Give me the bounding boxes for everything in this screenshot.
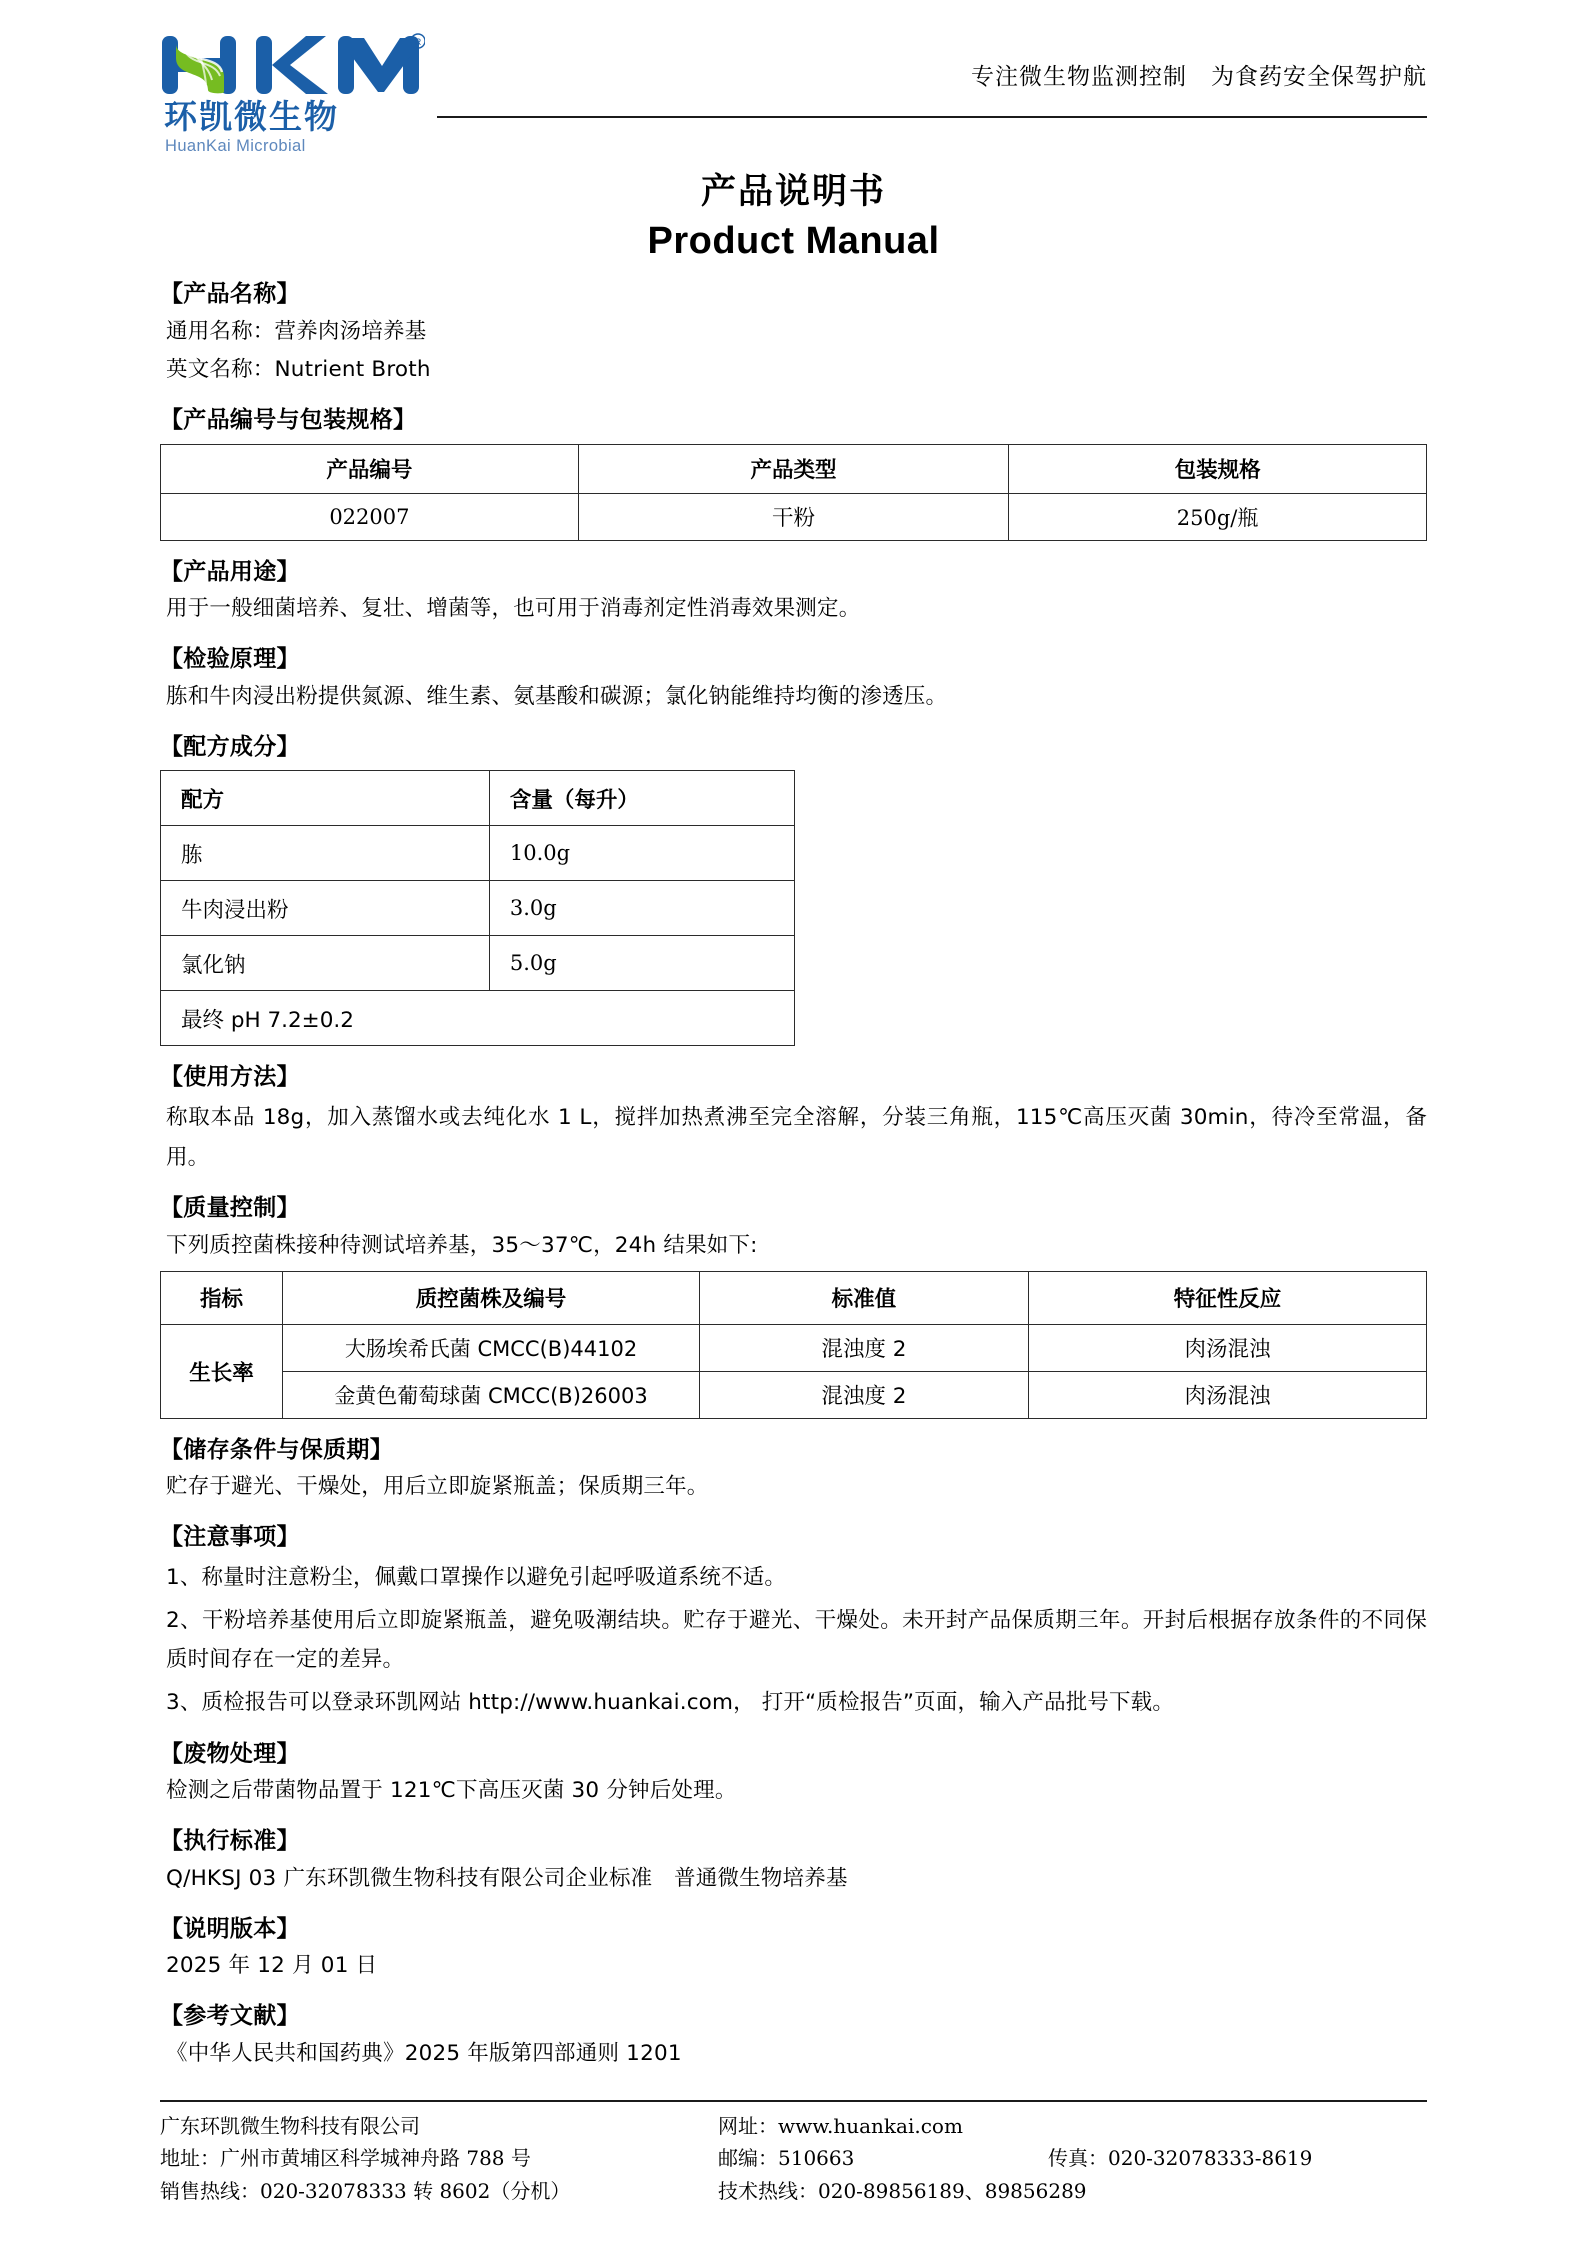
spec-col-type: 产品类型 (578, 444, 1008, 493)
section-heading-waste: 【废物处理】 (160, 1740, 300, 1767)
qc-cell-indicator: 生长率 (161, 1324, 283, 1418)
spec-col-package: 包装规格 (1009, 444, 1427, 493)
qc-cell-strain: 大肠埃希氏菌 CMCC(B)44102 (283, 1324, 700, 1371)
qc-cell-reaction: 肉汤混浊 (1028, 1324, 1426, 1371)
spec-cell-package: 250g/瓶 (1009, 493, 1427, 540)
document-title-chinese: 产品说明书 (700, 172, 886, 212)
header-tagline: 专注微生物监测控制 为食药安全保驾护航 (971, 64, 1427, 90)
qc-cell-standard: 混浊度 2 (699, 1371, 1028, 1418)
footer-website: 网址：www.huankai.com (718, 2113, 963, 2138)
precaution-item: 3、质检报告可以登录环凯网站 http://www.huankai.com， 打开“质检报告”页面，输入产品批号下载。 (166, 1690, 1174, 1716)
spec-cell-code: 022007 (161, 493, 579, 540)
spec-table (160, 444, 1427, 541)
section-heading-standard: 【执行标准】 (160, 1828, 300, 1855)
principle-text: 胨和牛肉浸出粉提供氮源、维生素、氨基酸和碳源；氯化钠能维持均衡的渗透压。 (166, 683, 948, 709)
footer-postcode: 邮编：510663 (718, 2146, 855, 2171)
table-header-row (161, 771, 795, 826)
qc-cell-strain: 金黄色葡萄球菌 CMCC(B)26003 (283, 1371, 700, 1418)
waste-text: 检测之后带菌物品置于 121℃下高压灭菌 30 分钟后处理。 (166, 1778, 737, 1804)
section-heading-formula: 【配方成分】 (160, 733, 300, 760)
formula-cell-amount: 3.0g (489, 881, 794, 936)
page-header (160, 24, 1427, 155)
generic-name-label: 通用名称： (166, 318, 275, 344)
footer-tech-hotline: 技术热线：020-89856189、89856289 (718, 2178, 1087, 2203)
formula-cell-name: 胨 (161, 826, 490, 881)
table-row (161, 1371, 1427, 1418)
formula-cell-name: 牛肉浸出粉 (161, 881, 490, 936)
section-heading-precautions: 【注意事项】 (160, 1524, 300, 1551)
footer-company-name: 广东环凯微生物科技有限公司 (160, 2113, 420, 2138)
footer-contact-block (718, 2110, 1427, 2207)
spec-cell-type: 干粉 (578, 493, 1008, 540)
standard-text: Q/HKSJ 03 广东环凯微生物科技有限公司企业标准 普通微生物培养基 (166, 1865, 848, 1891)
table-header-row (161, 444, 1427, 493)
logo-chinese-name: 环凯微生物 (164, 97, 339, 136)
spec-col-code: 产品编号 (161, 444, 579, 493)
footer-company-block (160, 2110, 718, 2207)
svg-text:R: R (414, 37, 422, 47)
table-row (161, 936, 795, 991)
formula-cell-amount: 10.0g (489, 826, 794, 881)
english-name-label: 英文名称： (166, 357, 275, 383)
footer-fax: 传真：020-32078333-8619 (1048, 2146, 1313, 2171)
section-heading-reference: 【参考文献】 (160, 2003, 300, 2030)
formula-cell-name: 氯化钠 (161, 936, 490, 991)
table-row-ph (161, 991, 795, 1046)
version-text: 2025 年 12 月 01 日 (166, 1953, 378, 1979)
table-row (161, 881, 795, 936)
section-heading-usage: 【产品用途】 (160, 558, 300, 585)
formula-col-amount: 含量（每升） (489, 771, 794, 826)
logo-english-name: HuanKai Microbial (165, 137, 306, 155)
qc-cell-standard: 混浊度 2 (699, 1324, 1028, 1371)
footer-divider (160, 2100, 1427, 2102)
english-name-value: Nutrient Broth (274, 357, 431, 383)
precaution-item: 2、干粉培养基使用后立即旋紧瓶盖，避免吸潮结块。贮存于避光、干燥处。未开封产品保质期三年。开封后根据存放条件的不同保质时间存在一定的差异。 (166, 1607, 1427, 1673)
table-row (161, 493, 1427, 540)
table-row (161, 1324, 1427, 1371)
formula-cell-amount: 5.0g (489, 936, 794, 991)
table-header-row (161, 1271, 1427, 1324)
section-heading-method: 【使用方法】 (160, 1064, 300, 1091)
dna-helix-icon (176, 44, 224, 93)
precaution-item: 1、称量时注意粉尘，佩戴口罩操作以避免引起呼吸道系统不适。 (166, 1564, 787, 1590)
generic-name-row (166, 314, 1427, 351)
section-heading-storage: 【储存条件与保质期】 (160, 1436, 393, 1463)
qc-col-reaction: 特征性反应 (1028, 1271, 1426, 1324)
qc-col-indicator: 指标 (161, 1271, 283, 1324)
company-logo (160, 32, 430, 155)
hkm-logo-icon (160, 32, 425, 98)
quality-control-intro: 下列质控菌株接种待测试培养基，35～37℃，24h 结果如下: (166, 1232, 758, 1258)
qc-col-strain: 质控菌株及编号 (283, 1271, 700, 1324)
document-title-english: Product Manual (647, 220, 940, 262)
storage-text: 贮存于避光、干燥处，用后立即旋紧瓶盖；保质期三年。 (166, 1474, 709, 1500)
section-heading-version: 【说明版本】 (160, 1915, 300, 1942)
formula-table (160, 770, 795, 1046)
formula-col-name: 配方 (161, 771, 490, 826)
header-divider (437, 116, 1427, 118)
section-heading-quality-control: 【质量控制】 (160, 1195, 300, 1222)
table-row (161, 826, 795, 881)
section-heading-product-name: 【产品名称】 (160, 281, 300, 307)
generic-name-value: 营养肉汤培养基 (274, 318, 427, 344)
english-name-row (166, 352, 1427, 389)
method-text: 称取本品 18g，加入蒸馏水或去纯化水 1 L，搅拌加热煮沸至完全溶解，分装三角瓶，115℃高压灭菌 30min，待冷至常温，备用。 (166, 1104, 1427, 1170)
qc-col-standard: 标准值 (699, 1271, 1028, 1324)
footer-sales-hotline: 销售热线：020-32078333 转 8602（分机） (160, 2178, 571, 2203)
footer-address: 地址：广州市黄埔区科学城神舟路 788 号 (160, 2146, 531, 2171)
quality-control-table (160, 1271, 1427, 1419)
hkm-logo-mark (160, 32, 425, 98)
section-heading-principle: 【检验原理】 (160, 646, 300, 673)
section-heading-spec: 【产品编号与包装规格】 (160, 407, 417, 434)
footer-spacer (1048, 2110, 1427, 2142)
page-footer (160, 2100, 1427, 2207)
reference-text: 《中华人民共和国药典》2025 年版第四部通则 1201 (166, 2040, 682, 2066)
qc-cell-reaction: 肉汤混浊 (1028, 1371, 1426, 1418)
formula-cell-ph: 最终 pH 7.2±0.2 (161, 991, 795, 1046)
usage-text: 用于一般细菌培养、复壮、增菌等，也可用于消毒剂定性消毒效果测定。 (166, 596, 861, 622)
